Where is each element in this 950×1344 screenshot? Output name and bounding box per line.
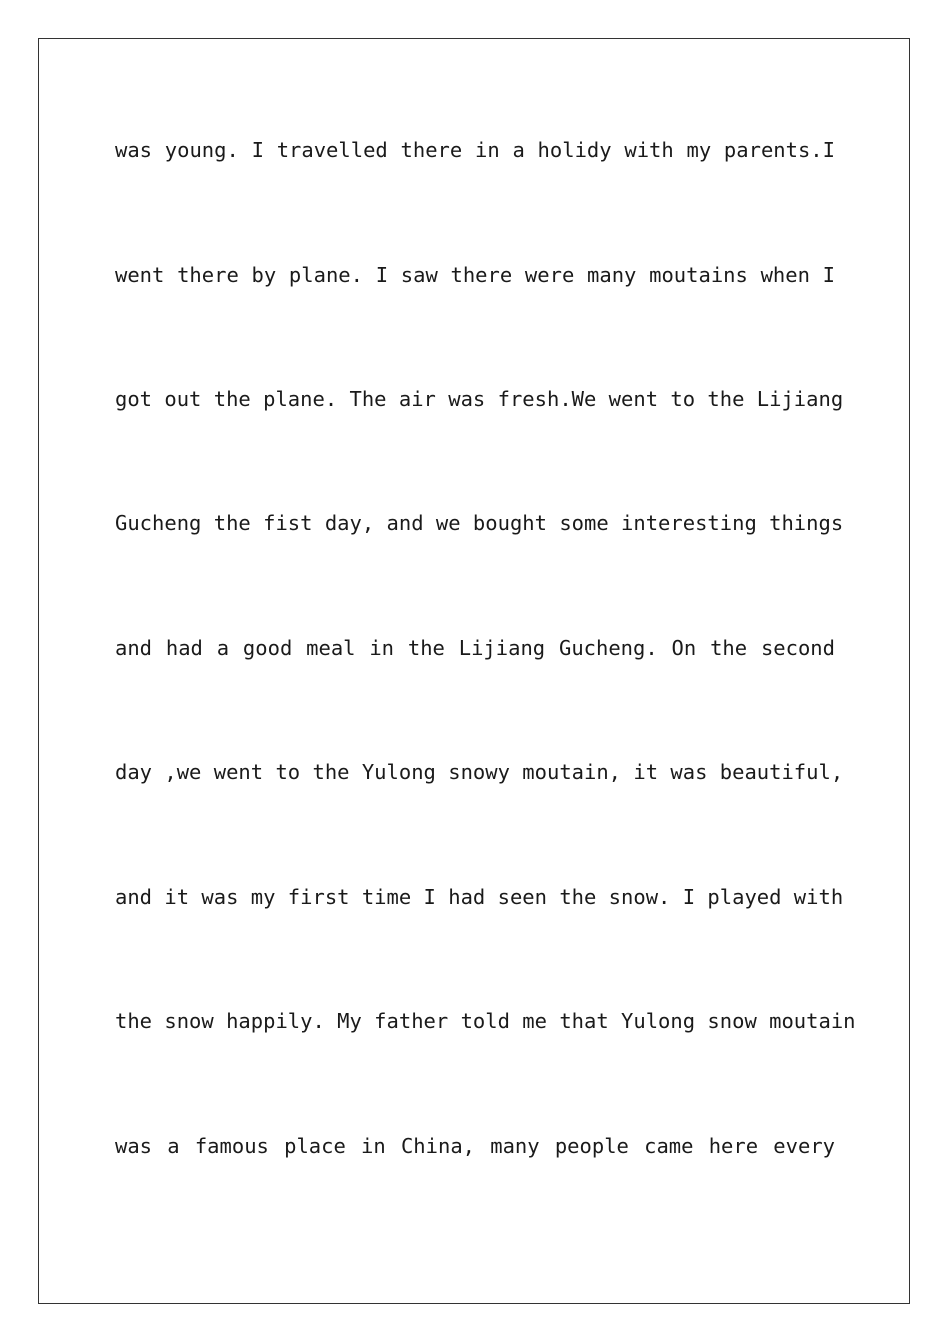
page-frame <box>38 38 910 1304</box>
text-line: was young. I travelled there in a holidy with my parents.I <box>115 138 835 162</box>
text-line: got out the plane. The air was fresh.We went to the Lijiang <box>115 387 844 411</box>
text-line: day ,we went to the Yulong snowy moutain, it was beautiful, <box>115 760 844 784</box>
text-line: and it was my first time I had seen the snow. I played with <box>115 885 844 909</box>
text-line: Gucheng the fist day, and we bought some interesting things <box>115 511 844 535</box>
text-line: was a famous place in China, many people came here every <box>115 1134 835 1158</box>
text-line: the snow happily. My father told me that Yulong snow moutain <box>115 1009 856 1033</box>
text-line: went there by plane. I saw there were many moutains when I <box>115 263 835 287</box>
text-line: and had a good meal in the Lijiang Gucheng. On the second <box>115 636 835 660</box>
